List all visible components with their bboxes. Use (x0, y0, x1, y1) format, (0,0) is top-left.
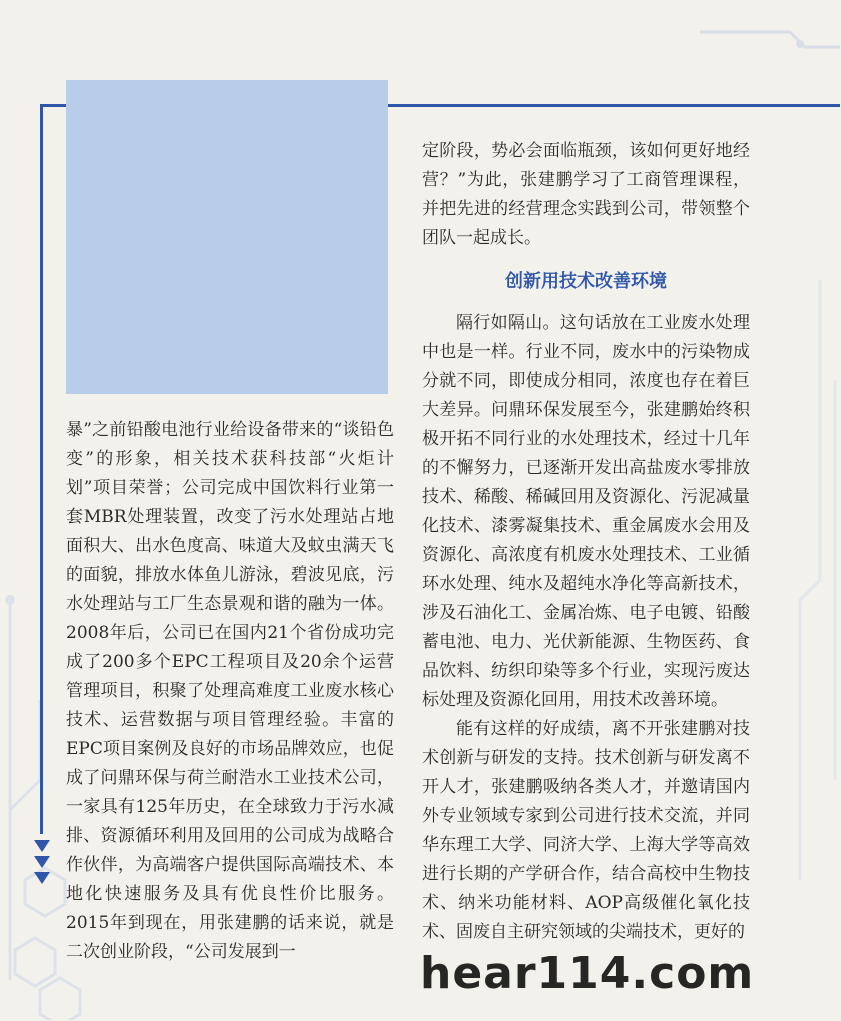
right-text-column (422, 137, 750, 947)
section-heading: 创新用技术改善环境 (505, 271, 667, 292)
left-paragraph: 暴”之前铅酸电池行业给设备带来的“谈铅色变”的形象，相关技术获科技部“火炬计划”项目荣誉；公司完成中国饮料行业第一套MBR处理装置，改变了污水处理站占地面积大、出水色度高、味道大及蚊虫满天飞的面貌，排放水体鱼儿游泳，碧波见底，污水处理站与工厂生态景观和谐的融为一体。2008年后，公司已在国内21个省份成功完成了200多个EPC工程项目及20余个运营管理项目，积聚了处理高难度工业废水核心技术、运营数据与项目管理经验。丰富的EPC项目案例及良好的市场品牌效应，也促成了问鼎环保与荷兰耐浩水工业技术公司，一家具有125年历史，在全球致力于污水减排、资源循环利用及回用的公司成为战略合作伙伴，为高端客户提供国际高端技术、本地化快速服务及具有优良性价比服务。2015年到现在，用张建鹏的话来说，就是二次创业阶段，“公司发展到一 (66, 420, 394, 962)
decorative-circuit-right (760, 280, 841, 880)
watermark: hear114.com (420, 948, 755, 999)
left-accent-rule (40, 104, 43, 834)
right-paragraph-continued: 定阶段，势必会面临瓶颈，该如何更好地经营？”为此，张建鹏学习了工商管理课程，并把先进的经营理念实践到公司，带领整个团队一起成长。 (422, 141, 750, 248)
down-arrows-icon (34, 840, 50, 888)
right-paragraph-2: 隔行如隔山。这句话放在工业废水处理中也是一样。行业不同，废水中的污染物成分就不同，即使成分相同，浓度也存在着巨大差异。问鼎环保发展至今，张建鹏始终积极开拓不同行业的水处理技术，经过十几年的不懈努力，已逐渐开发出高盐废水零排放技术、稀酸、稀碱回用及资源化、污泥减量化技术、漆雾凝集技术、重金属废水会用及资源化、高浓度有机废水处理技术、工业循环水处理、纯水及超纯水净化等高新技术，涉及石油化工、金属冶炼、电子电镀、铅酸蓄电池、电力、光伏新能源、生物医药、食品饮料、纺织印染等多个行业，实现污废达标处理及资源化回用，用技术改善环境。 (422, 313, 750, 710)
right-paragraph-3: 能有这样的好成绩，离不开张建鹏对技术创新与研发的支持。技术创新与研发离不开人才，张建鹏吸纳各类人才，并邀请国内外专业领域专家到公司进行技术交流，并同华东理工大学、同济大学、上海大学等高效进行长期的产学研合作，结合高校中生物技术、纳米功能材料、AOP高级催化氧化技术、固废自主研究领域的尖端技术，更好的 (422, 719, 750, 942)
article-photo (66, 80, 388, 394)
left-text-column (66, 416, 394, 967)
decorative-circuit-top (700, 12, 840, 62)
